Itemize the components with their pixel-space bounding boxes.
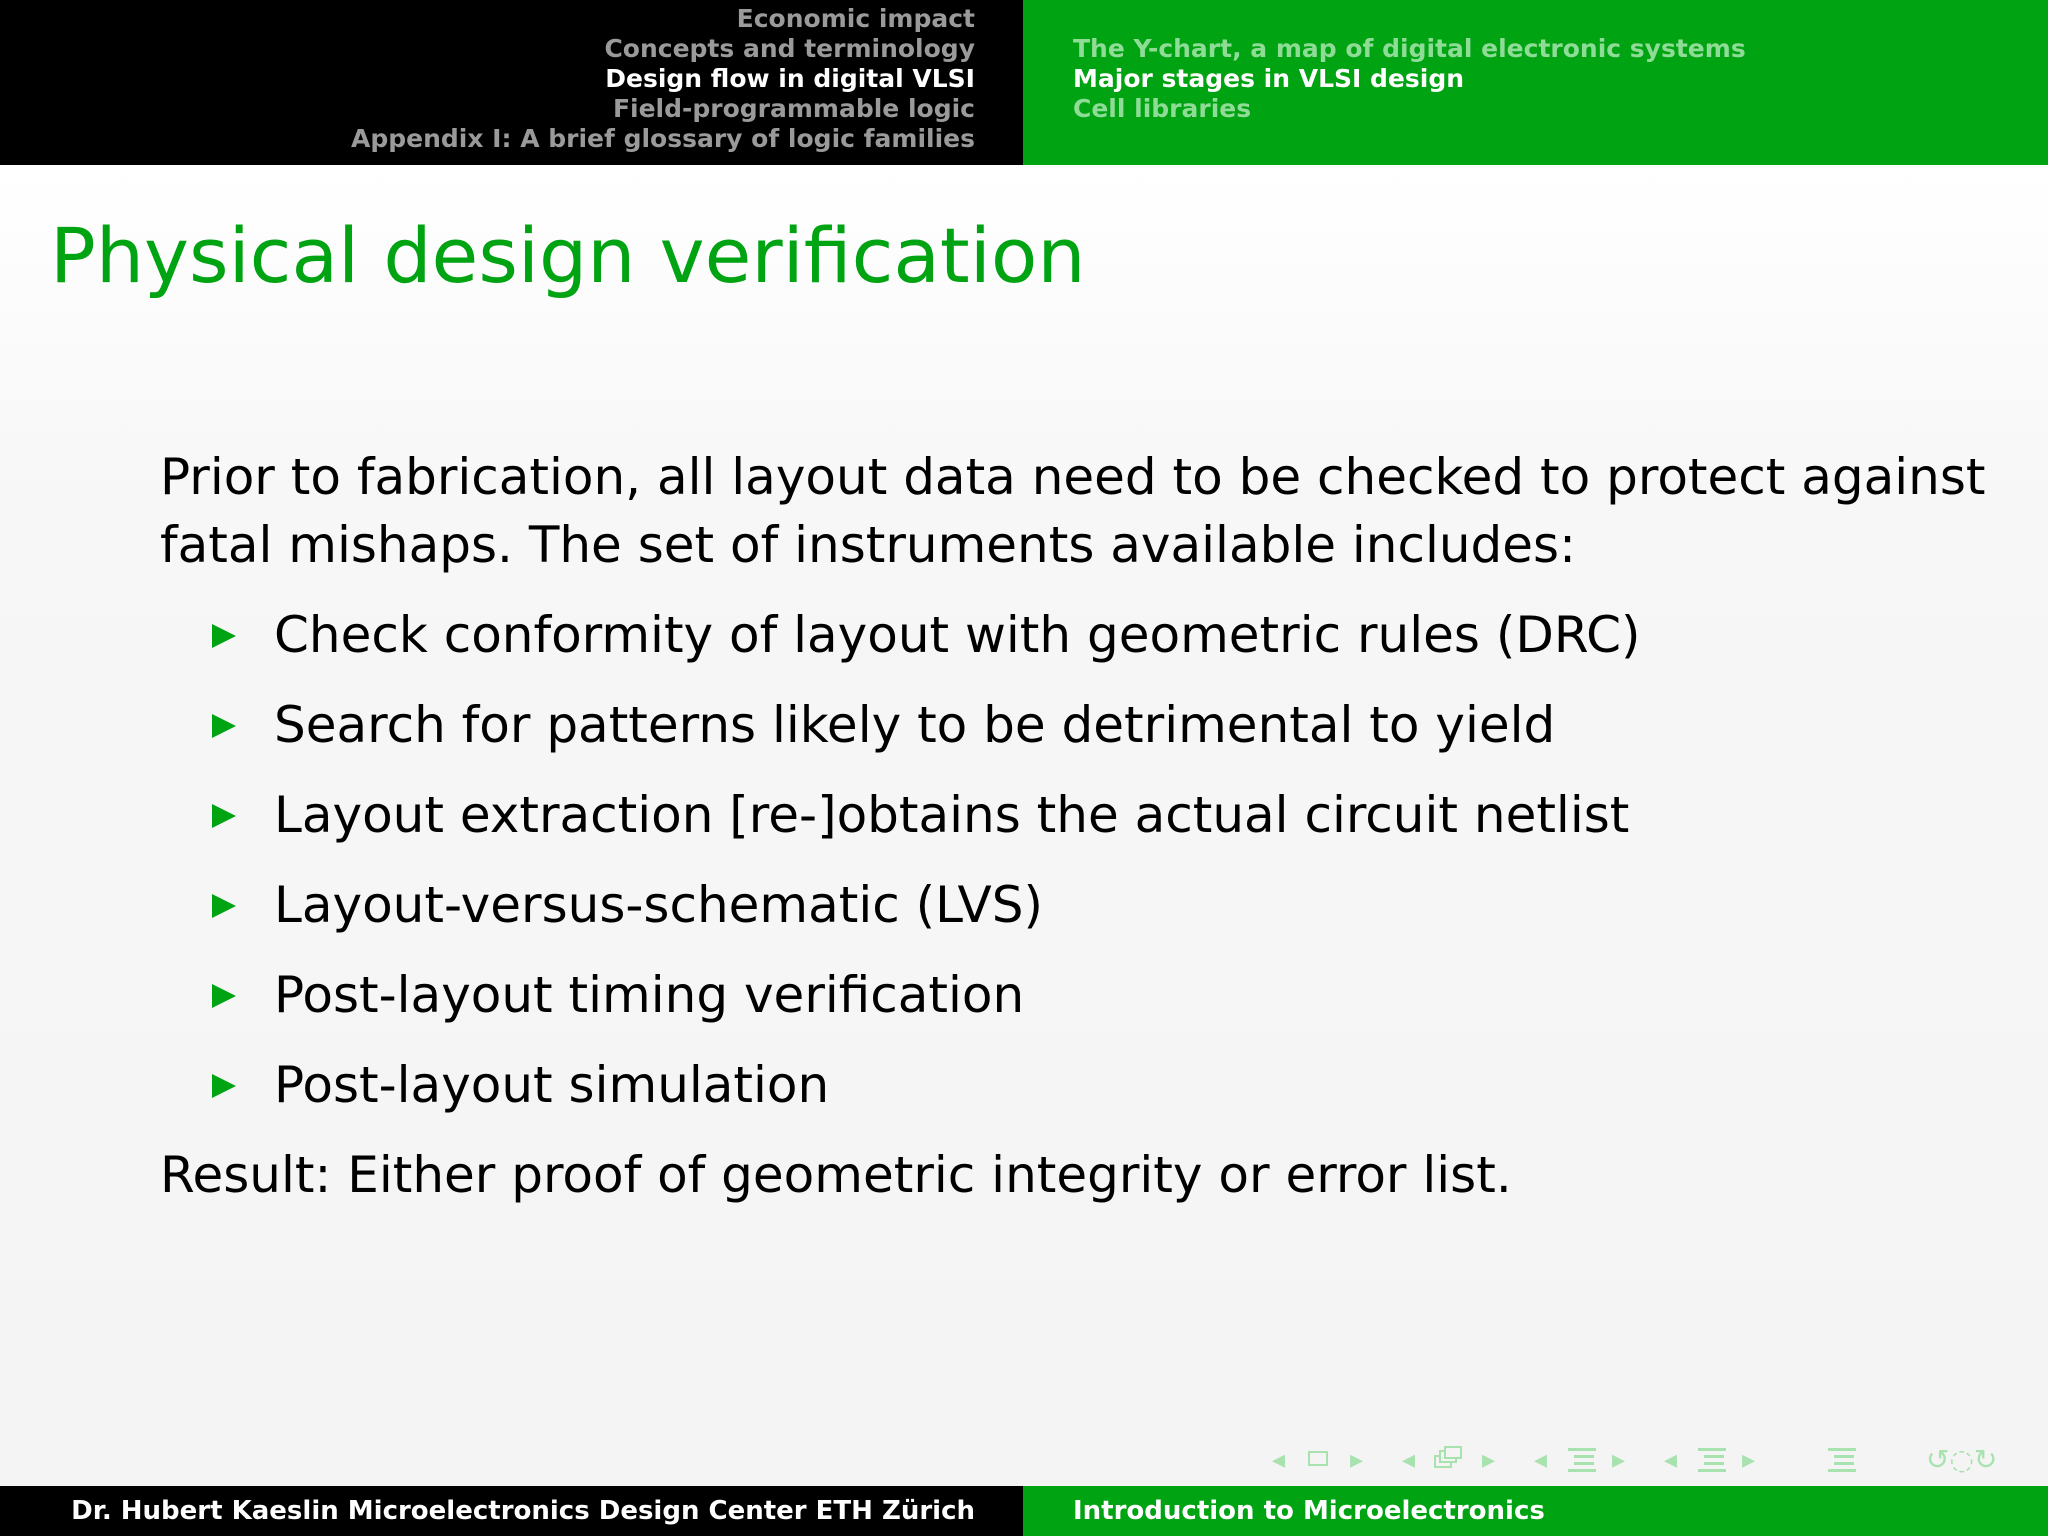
frame-nav-icon[interactable] (1308, 1451, 1328, 1466)
bullet-item-timing (160, 961, 2000, 1029)
footer-title: Introduction to Microelectronics (1073, 1496, 1545, 1526)
bullet-list (160, 601, 2000, 1119)
bullet-triangle-icon (212, 984, 236, 1008)
bullet-triangle-icon (212, 804, 236, 828)
footer-author-bar (0, 1486, 1023, 1536)
bullet-triangle-icon (212, 894, 236, 918)
subsection-link-major-stages[interactable]: Major stages in VLSI design (1073, 64, 1465, 93)
bullet-triangle-icon (212, 714, 236, 738)
section-link-design-flow[interactable]: Design flow in digital VLSI (605, 64, 975, 93)
subsection-next-icon[interactable]: ▸ (1482, 1445, 1496, 1475)
bullet-item-yield (160, 691, 2000, 759)
slide-title: Physical design verification (50, 211, 1086, 300)
frame-next-icon[interactable]: ▸ (1350, 1445, 1364, 1475)
bullet-item-drc (160, 601, 2000, 669)
bullet-text: Check conformity of layout with geometric rules (DRC) (274, 606, 1641, 664)
subsection-link-cell-libraries[interactable]: Cell libraries (1073, 94, 1252, 123)
subsection-prev-icon[interactable]: ◂ (1402, 1445, 1416, 1475)
section-nav-icon[interactable] (1568, 1448, 1596, 1472)
search-icon[interactable]: ↺◌↻ (1926, 1443, 1998, 1476)
bullet-triangle-icon (212, 624, 236, 648)
toc-icon[interactable] (1828, 1448, 1856, 1472)
slide-body (0, 165, 2048, 1486)
intro-paragraph: Prior to fabrication, all layout data need to be checked to protect against fatal mishaps. The set of instruments available includes: (160, 448, 1986, 574)
section-list (351, 4, 975, 154)
subsection-nav-icon[interactable] (1434, 1446, 1464, 1472)
section-link-concepts[interactable]: Concepts and terminology (604, 34, 975, 63)
footer-title-bar (1023, 1486, 2048, 1536)
section-navigation (0, 0, 1023, 165)
header-bar (0, 0, 2048, 165)
bullet-item-simulation (160, 1051, 2000, 1119)
section-prev-icon[interactable]: ◂ (1534, 1445, 1548, 1475)
bullet-item-lvs (160, 871, 2000, 939)
result-line: Result: Either proof of geometric integrity or error list. (160, 1146, 1512, 1204)
document-prev-icon[interactable]: ◂ (1664, 1445, 1678, 1475)
document-nav-icon[interactable] (1698, 1448, 1726, 1472)
navigation-symbols (0, 1442, 2048, 1478)
section-link-appendix[interactable]: Appendix I: A brief glossary of logic families (351, 124, 975, 153)
subsection-list (1073, 34, 1746, 124)
section-link-fpl[interactable]: Field-programmable logic (612, 94, 975, 123)
bullet-text: Post-layout timing verification (274, 966, 1025, 1024)
slide-content (160, 443, 2000, 1209)
subsection-link-y-chart[interactable]: The Y-chart, a map of digital electronic systems (1073, 34, 1746, 63)
section-next-icon[interactable]: ▸ (1612, 1445, 1626, 1475)
frame-prev-icon[interactable]: ◂ (1272, 1445, 1286, 1475)
subsection-navigation (1023, 0, 2048, 165)
bullet-triangle-icon (212, 1074, 236, 1098)
section-link-economic-impact[interactable]: Economic impact (736, 4, 975, 33)
bullet-text: Layout extraction [re-]obtains the actual circuit netlist (274, 786, 1630, 844)
bullet-text: Post-layout simulation (274, 1056, 830, 1114)
document-next-icon[interactable]: ▸ (1742, 1445, 1756, 1475)
bullet-item-extraction (160, 781, 2000, 849)
bullet-text: Layout-versus-schematic (LVS) (274, 876, 1043, 934)
bullet-text: Search for patterns likely to be detrimental to yield (274, 696, 1556, 754)
footer-author: Dr. Hubert Kaeslin Microelectronics Design Center ETH Zürich (71, 1496, 975, 1526)
